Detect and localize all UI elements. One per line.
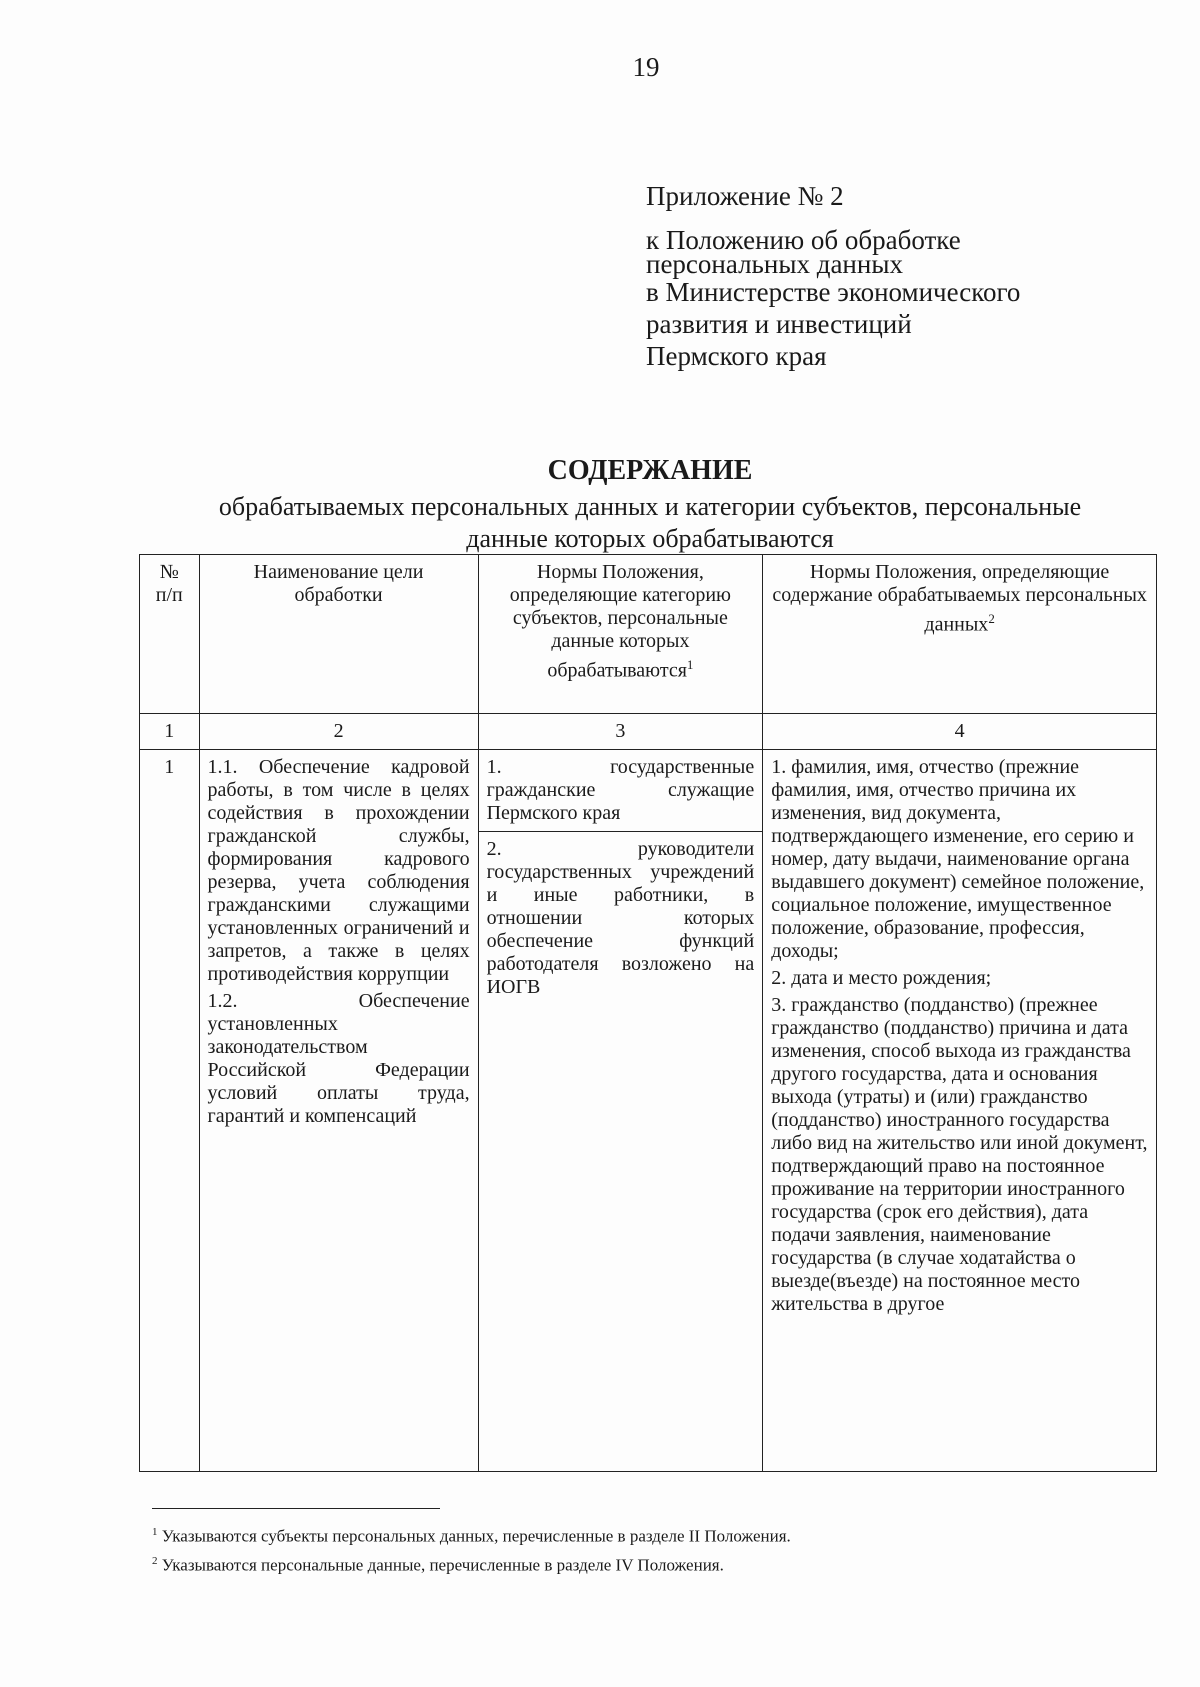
footnote bbox=[152, 1549, 791, 1578]
column-number: 2 bbox=[199, 714, 478, 750]
footnote-divider bbox=[152, 1508, 440, 1509]
purpose-item: 1.1. Обеспечение кадровой работы, в том числе в целях содействия в прохождении гражданской службы, формирования кадрового резерва, учета соблюдения гражданскими служащими установленных ограничений и запретов, а также в целях противодействия коррупции bbox=[207, 756, 470, 985]
footnote-ref: 2 bbox=[988, 611, 995, 626]
header-number: № п/п bbox=[140, 555, 200, 714]
footnote-text: Указываются субъекты персональных данных, перечисленные в разделе II Положения. bbox=[157, 1526, 791, 1546]
header-purpose-text: Наименование цели обработки bbox=[253, 561, 424, 606]
data-item: 2. дата и место рождения; bbox=[771, 967, 992, 989]
document-subtitle bbox=[150, 491, 1150, 555]
header-data-text: Нормы Положения, определяющие содержание обрабатываемых персональных данных bbox=[772, 561, 1147, 636]
column-number-row bbox=[140, 714, 1157, 750]
column-number: 1 bbox=[140, 714, 200, 750]
row-number: 1 bbox=[140, 750, 200, 1472]
data-item: 1. фамилия, имя, отчество (прежние фамилия, имя, отчество причина их изменения, вид документа, подтверждающего изменение, его серию и номер, дату выдачи, наименование органа выдавшего документ) семейное положение, социальное положение, имущественное положение, образование, профессия, доходы; bbox=[771, 756, 1145, 962]
document-title: СОДЕРЖАНИЕ bbox=[547, 455, 753, 486]
subjects-cell bbox=[478, 750, 763, 1472]
footnote-ref: 1 bbox=[686, 657, 694, 672]
footnote-mark: 1 bbox=[152, 1526, 158, 1538]
appendix-title: Приложение № 2 bbox=[646, 181, 844, 211]
subject-item: 2. руководители государственных учреждений и иные работники, в отношении которых обеспечение функций работодателя возложено на ИОГВ bbox=[486, 838, 755, 998]
content-table bbox=[139, 554, 1157, 1472]
subtitle-line: обрабатываемых персональных данных и категории субъектов, персональные bbox=[218, 492, 1082, 521]
data-item: 3. гражданство (подданство) (прежнее гражданство (подданство) причина и дата изменения, способ выхода из гражданства другого государства, дата и основания выхода (утраты) и (или) гражданство (подданство) иностранного государства либо вид на жительство или иной документ, подтверждающий право на постоянное проживание на территории иностранного государства (срок его действия), дата подачи заявления, наименование государства (в случае ходатайства о выезде(въезде) на постоянное место жительства в другое bbox=[771, 994, 1148, 1315]
appendix-block bbox=[646, 180, 1020, 372]
footnotes bbox=[152, 1520, 791, 1577]
purpose-item: 1.2. Обеспечение установленных законодательством Российской Федерации условий оплаты труда, гарантий и компенсаций bbox=[207, 990, 470, 1127]
appendix-line: персональных данных bbox=[646, 249, 903, 279]
page-number: 19 bbox=[632, 52, 660, 82]
appendix-line: Пермского края bbox=[646, 341, 827, 371]
appendix-line: в Министерстве экономического bbox=[646, 277, 1021, 307]
data-cell bbox=[763, 750, 1157, 1472]
appendix-line: развития и инвестиций bbox=[646, 309, 912, 339]
header-subjects-text: Нормы Положения, определяющие категорию субъектов, персональные данные которых обрабатываются bbox=[509, 561, 731, 682]
appendix-reference bbox=[646, 225, 1021, 372]
subject-item: 1. государственные гражданские служащие Пермского края bbox=[486, 756, 755, 824]
cell-divider bbox=[479, 831, 763, 832]
table-row bbox=[140, 750, 1157, 1472]
appendix-line: к Положению об обработке bbox=[646, 225, 961, 255]
purpose-cell bbox=[199, 750, 478, 1472]
header-purpose bbox=[199, 555, 478, 714]
footnote bbox=[152, 1520, 791, 1549]
table-header-row bbox=[140, 555, 1157, 714]
column-number: 4 bbox=[763, 714, 1157, 750]
footnote-mark: 2 bbox=[152, 1554, 158, 1567]
footnote-text: Указываются персональные данные, перечисленные в разделе IV Положения. bbox=[157, 1555, 724, 1575]
header-data-content bbox=[763, 555, 1157, 714]
header-subjects bbox=[478, 555, 763, 714]
subtitle-line: данные которых обрабатываются bbox=[466, 524, 834, 553]
column-number: 3 bbox=[478, 714, 763, 750]
